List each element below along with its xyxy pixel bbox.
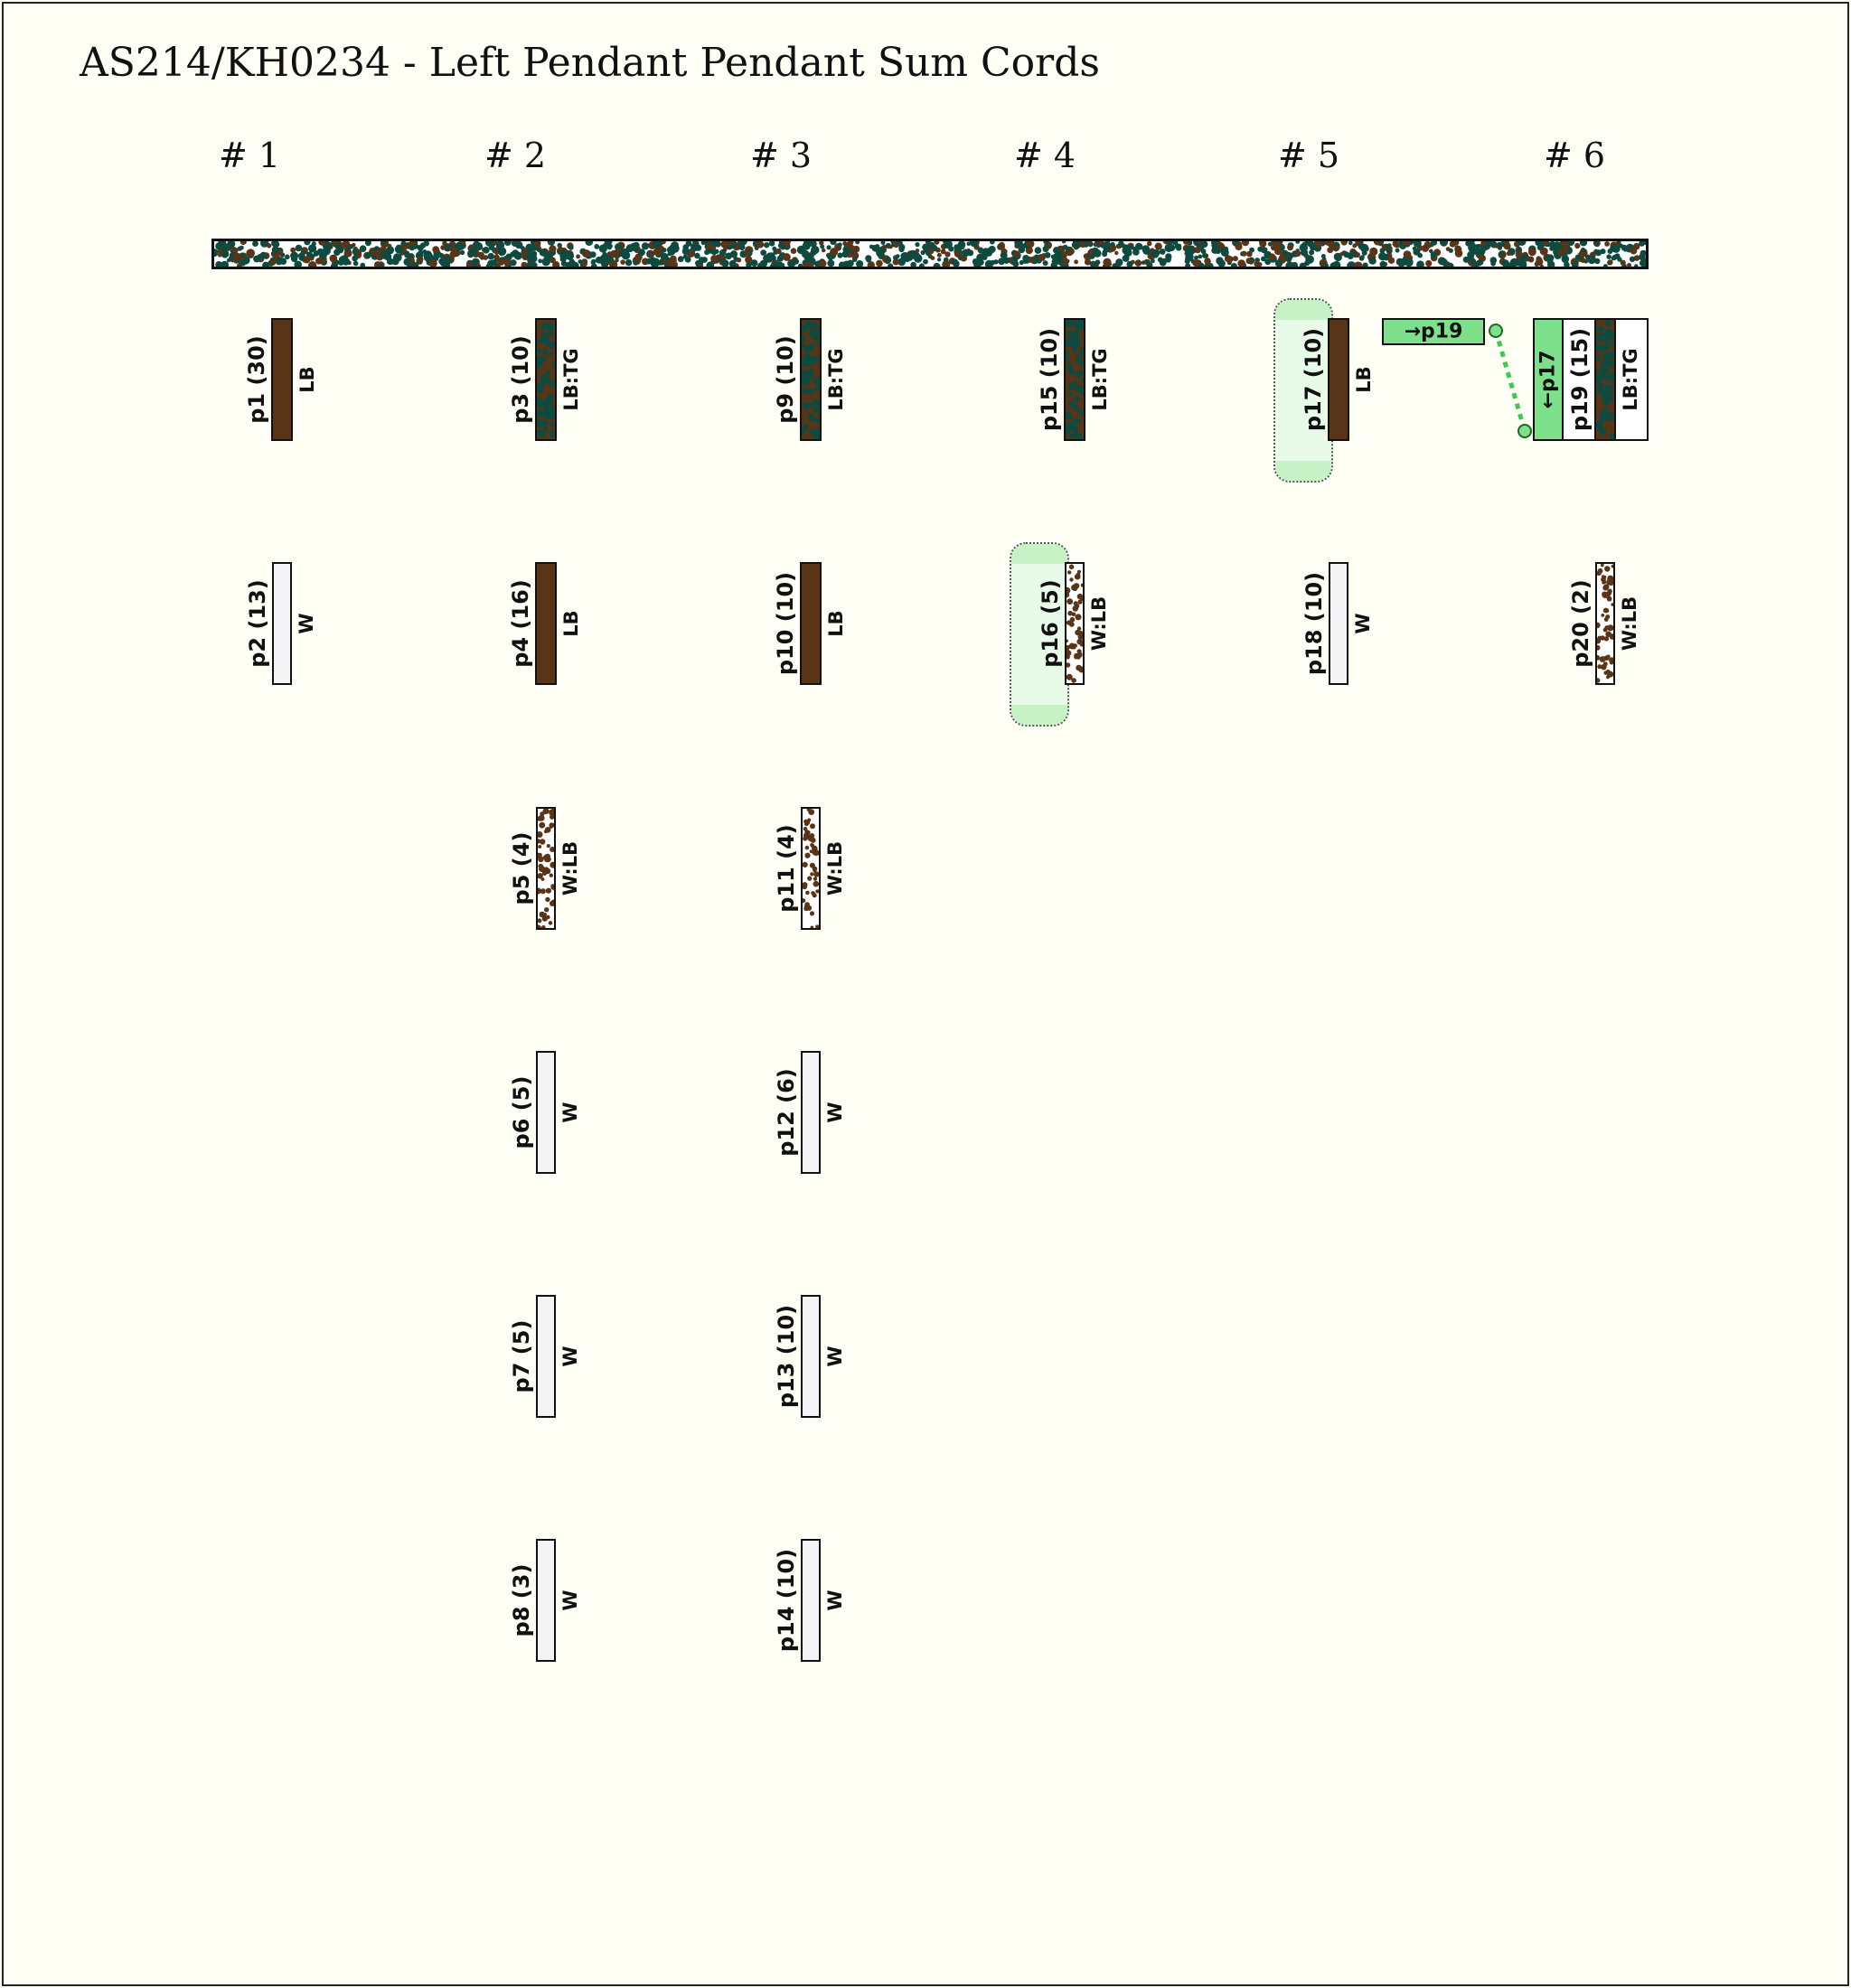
pendant-cord (1595, 562, 1615, 685)
sum-link-label: ←p17 (1536, 350, 1560, 409)
pendant-cord-label: p20 (2) (1568, 579, 1593, 668)
pendant-cord (536, 1539, 556, 1662)
pendant-cord-label: p11 (4) (774, 824, 799, 913)
pendant-cord (535, 318, 557, 441)
group-label: # 2 (484, 136, 547, 175)
pendant-cord-color: W:LB (1088, 595, 1110, 652)
pendant-cord-label: p19 (15) (1567, 327, 1593, 432)
pendant-cord-label: p10 (10) (773, 571, 798, 676)
pendant-cord-label: p16 (5) (1038, 579, 1063, 668)
sum-link-connector (4, 4, 1851, 1988)
pendant-cord-label: p8 (3) (509, 1563, 534, 1637)
pendant-cord-label: p13 (10) (774, 1304, 799, 1409)
group-label: # 4 (1014, 136, 1076, 175)
pendant-cord-color: LB:TG (825, 348, 847, 411)
highlight-band (1275, 461, 1331, 481)
pendant-cord-color: LB:TG (1089, 348, 1111, 411)
group-label: # 1 (219, 136, 281, 175)
pendant-cord-color: W:LB (824, 840, 846, 896)
pendant-cord-color: W (824, 1102, 846, 1123)
pendant-cord (801, 1295, 821, 1418)
pendant-cord-color: LB:TG (1620, 348, 1641, 411)
pendant-cord (801, 1051, 821, 1174)
pendant-cord-label: p2 (13) (245, 579, 270, 668)
pendant-cord (271, 318, 293, 441)
pendant-cord (1328, 318, 1349, 441)
pendant-cord-label: p14 (10) (774, 1548, 799, 1653)
pendant-cord-label: p15 (10) (1037, 327, 1062, 432)
pendant-cord-color: LB (296, 366, 318, 393)
pendant-cord-color: W (559, 1346, 581, 1367)
connector-end-dot (1518, 425, 1531, 437)
pendant-cord-label: p1 (30) (244, 335, 269, 424)
pendant-cord-label: p12 (6) (774, 1068, 799, 1157)
connector-start-dot (1489, 324, 1502, 337)
pendant-cord (1064, 318, 1085, 441)
pendant-cord-color: W:LB (559, 840, 581, 896)
pendant-cord-label: p6 (5) (509, 1075, 534, 1149)
pendant-cord (536, 1295, 556, 1418)
pendant-cord-label: p4 (16) (508, 579, 533, 668)
page-title: AS214/KH0234 - Left Pendant Pendant Sum Cords (80, 40, 1100, 86)
connector-line (1496, 331, 1525, 431)
pendant-cord (1329, 562, 1348, 685)
pendant-cord (801, 807, 821, 930)
pendant-cord-color: W (1352, 613, 1374, 634)
pendant-cord (272, 562, 292, 685)
pendant-cord-color: W (824, 1589, 846, 1611)
pendant-cord (801, 1539, 821, 1662)
pendant-cord-color: LB (560, 610, 582, 637)
pendant-cord-label: p7 (5) (509, 1319, 534, 1393)
pendant-cord-label: p17 (10) (1301, 327, 1326, 432)
pendant-cord-color: LB (1353, 366, 1375, 393)
pendant-cord-label: p18 (10) (1301, 571, 1327, 676)
pendant-cord (800, 562, 822, 685)
pendant-cord-color: W (824, 1346, 846, 1367)
pendant-cord-color: W (296, 613, 317, 634)
highlight-band (1275, 300, 1331, 320)
pendant-cord (800, 318, 822, 441)
pendant-cord-label: p3 (10) (508, 335, 533, 424)
highlight-band (1011, 544, 1067, 564)
pendant-cord-color: LB (825, 610, 847, 637)
pendant-cord-label: p9 (10) (773, 335, 798, 424)
group-label: # 3 (750, 136, 813, 175)
sum-link-label: →p19 (1404, 320, 1463, 343)
group-label: # 5 (1278, 136, 1340, 175)
pendant-cord (536, 1051, 556, 1174)
pendant-cord (1594, 318, 1616, 441)
pendant-cord-color: LB:TG (560, 348, 582, 411)
pendant-cord (536, 807, 556, 930)
highlight-band (1011, 705, 1067, 725)
pendant-cord-label: p5 (4) (509, 831, 534, 905)
pendant-cord (1065, 562, 1085, 685)
pendant-cord-color: W (559, 1589, 581, 1611)
pendant-cord-color: W (559, 1102, 581, 1123)
diagram-frame (2, 2, 1849, 1986)
pendant-cord-color: W:LB (1619, 595, 1640, 652)
pendant-cord (535, 562, 557, 685)
group-label: # 6 (1544, 136, 1606, 175)
